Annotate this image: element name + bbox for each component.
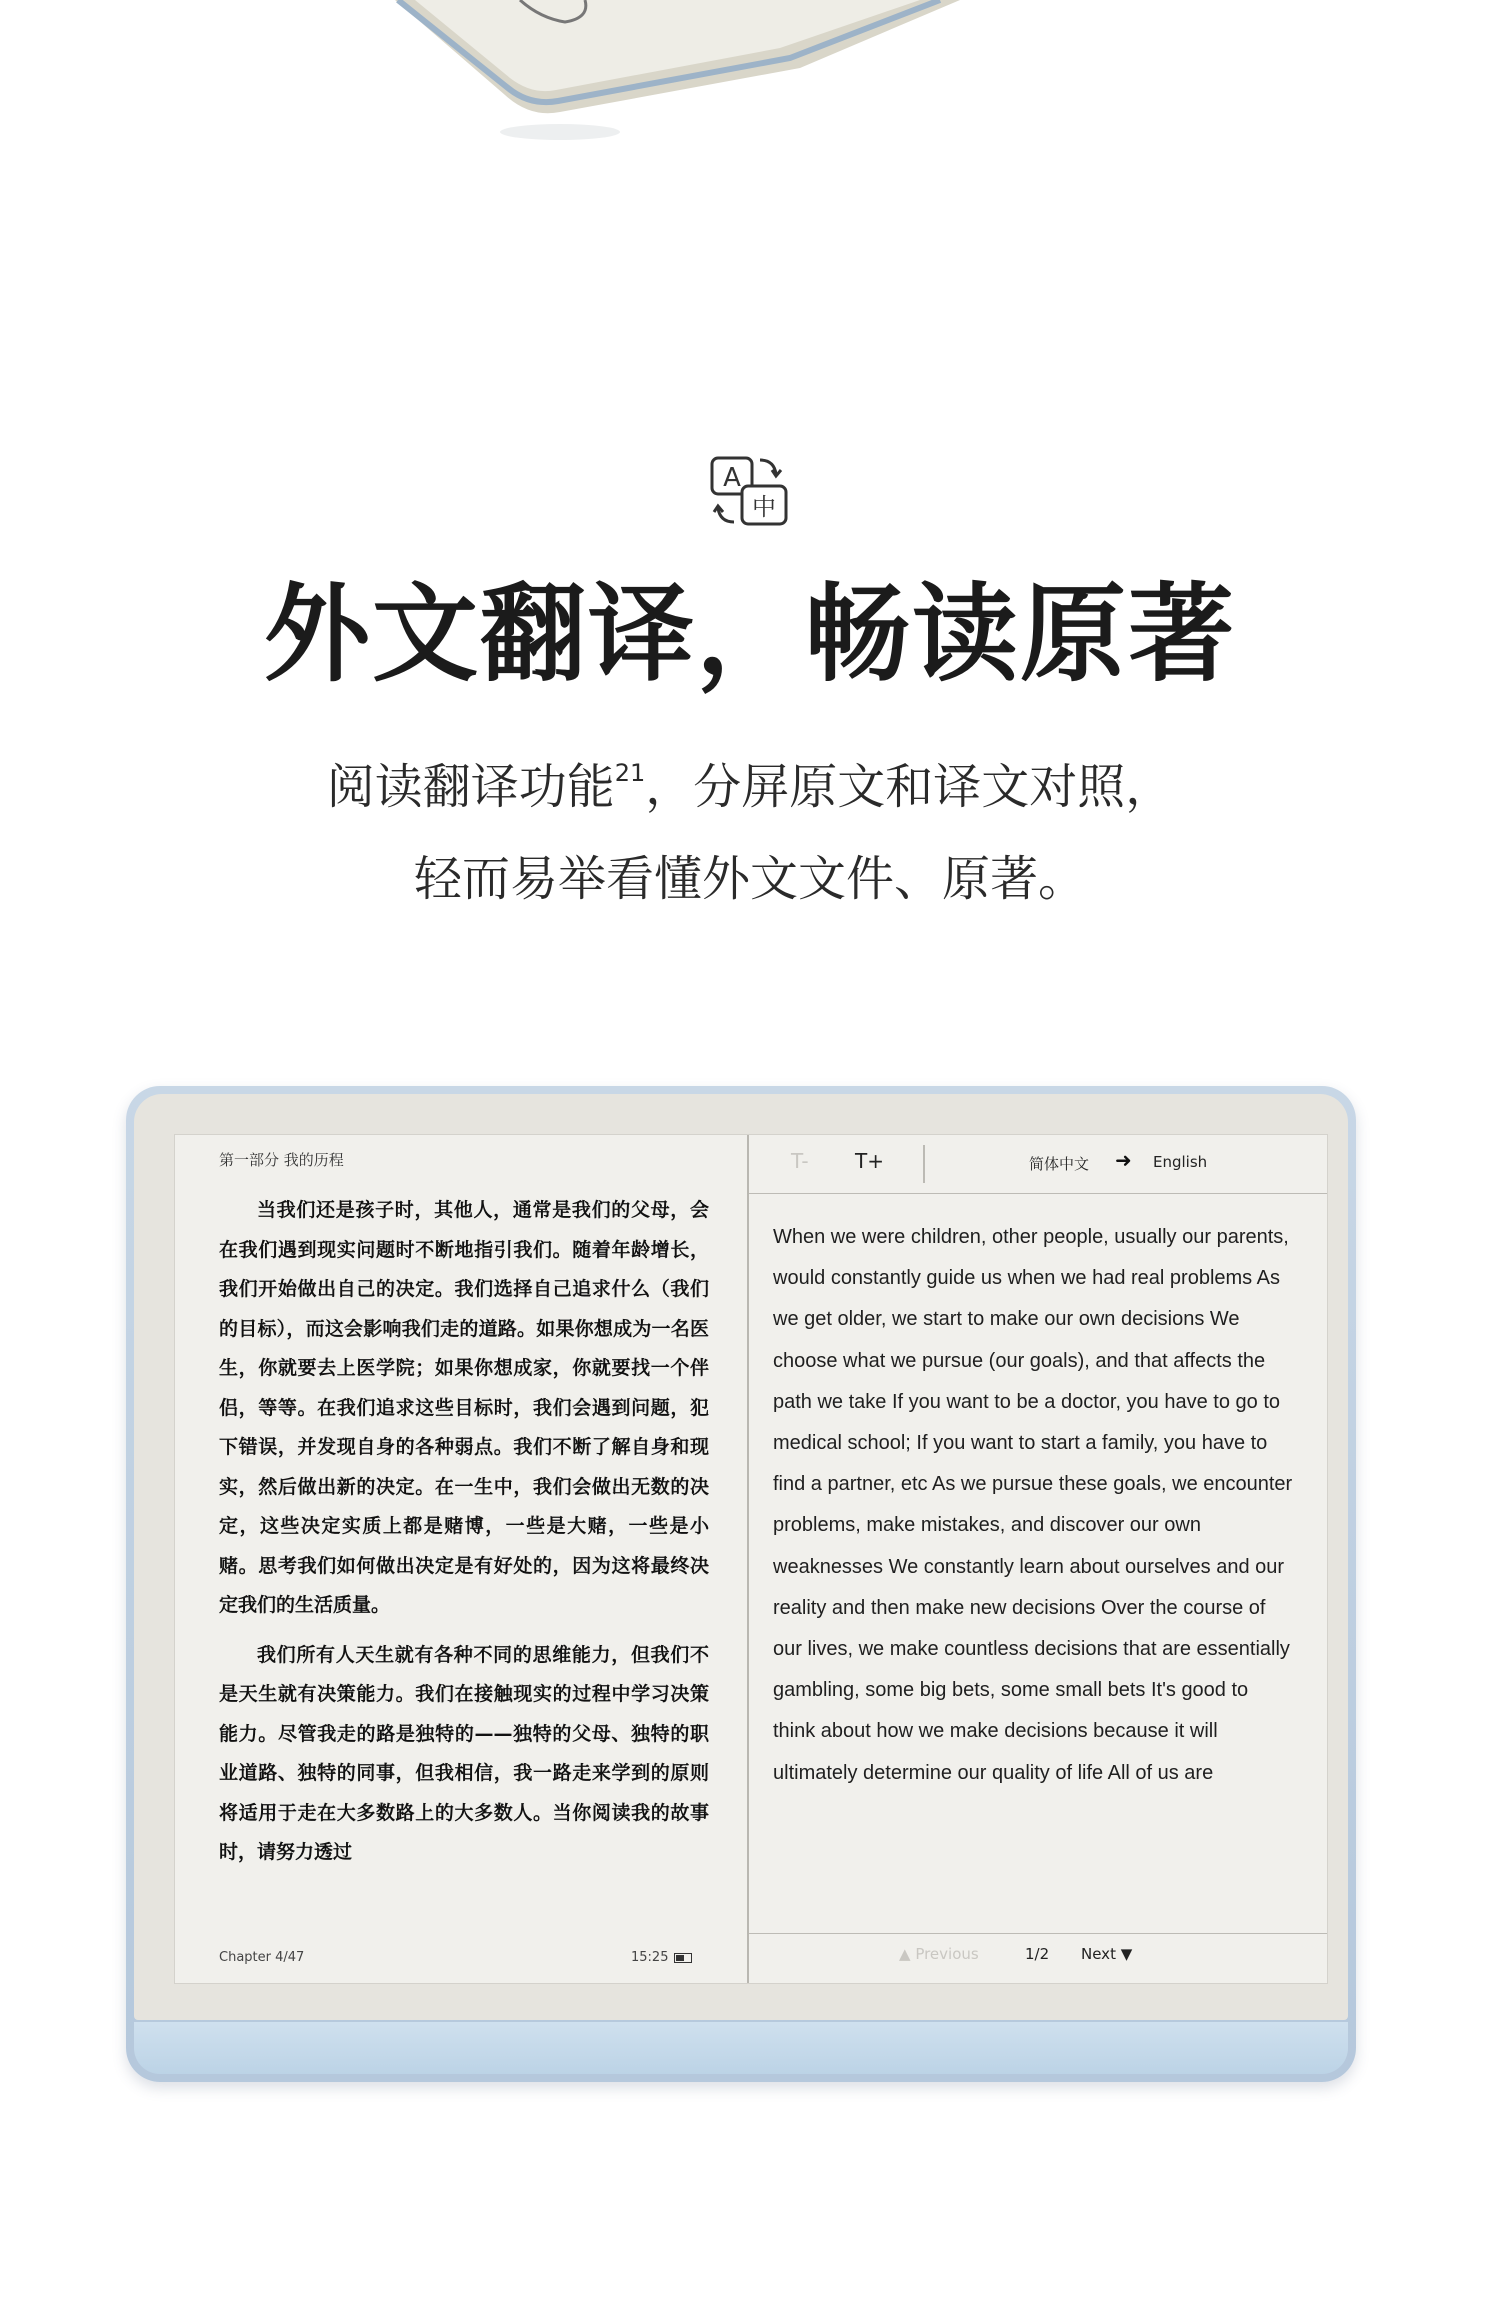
font-increase-button[interactable]: T+ — [855, 1149, 884, 1173]
previous-label: Previous — [915, 1945, 979, 1963]
page-indicator: 1/2 — [1025, 1945, 1050, 1963]
arrow-right-icon: ➜ — [1115, 1148, 1132, 1172]
translate-icon — [706, 452, 794, 532]
svg-text:中: 中 — [752, 493, 776, 521]
next-label: Next — [1081, 1945, 1116, 1963]
original-text-pane[interactable] — [175, 1135, 749, 1983]
next-page-button[interactable] — [1081, 1945, 1132, 1963]
original-paragraph: 我们所有人天生就有各种不同的思维能力，但我们不是天生就有决策能力。我们在接触现实的过程中学习决策能力。尽管我走的路是独特的——独特的父母、独特的职业道路、独特的同事，但我相信，我一路走来学到的原则将适用于走在大多数路上的大多数人。当你阅读我的故事时，请努力透过 — [219, 1643, 709, 1863]
translated-text: When we were children, other people, usually our parents, would constantly guide us when we had real problems As we get older, we start to make our own decisions We choose what we pursue (our goals), and that affects the path we take If you want to be a doctor, you have to go to medical school; If you want to start a family, you have to find a partner, etc As we pursue these goals, we encounter problems, make mistakes, and discover our own weaknesses We constantly learn about ourselves and our reality and then make new decisions Over the course of our lives, we make countless decisions that are essentially gambling, some big bets, some small bets It's good to think about how we make decisions because it will ultimately determine our quality of life All of us are — [773, 1226, 1293, 1784]
svg-text:A: A — [723, 463, 741, 493]
chevron-down-icon: ▼ — [1115, 1945, 1133, 1963]
feature-headline: 外文翻译，畅读原著 — [264, 573, 1236, 696]
original-text-body — [219, 1191, 709, 1883]
chapter-title: 第一部分 我的历程 — [219, 1151, 344, 1169]
footnote-marker: 21 — [614, 759, 646, 787]
previous-page-button[interactable] — [899, 1945, 979, 1963]
top-device-fragment — [0, 0, 1500, 170]
toolbar-divider — [923, 1145, 925, 1183]
status-time — [631, 1950, 692, 1965]
tablet-chin — [134, 2022, 1348, 2074]
feature-description-line-2: 轻而易举看懂外文文件、原著。 — [413, 851, 1086, 907]
feature-description-line-1 — [0, 748, 1500, 817]
desc-line1-head: 阅读翻译功能 — [326, 759, 615, 815]
split-screen-reader — [174, 1134, 1328, 1984]
tablet-device — [126, 1086, 1356, 2082]
source-language[interactable]: 简体中文 — [1029, 1155, 1090, 1173]
chevron-up-icon: ▲ — [899, 1945, 916, 1963]
original-paragraph: 当我们还是孩子时，其他人，通常是我们的父母，会在我们遇到现实问题时不断地指引我们。随着年龄增长，我们开始做出自己的决定。我们选择自己追求什么（我们的目标），而这会影响我们走的道路。如果你想成为一名医生，你就要去上医学院；如果你想成家，你就要找一个伴侣，等等。在我们追求这些目标时，我们会遇到问题，犯下错误，并发现自身的各种弱点。我们不断了解自身和现实，然后做出新的决定。在一生中，我们会做出无数的决定，这些决定实质上都是赌博，一些是大赌，一些是小赌。思考我们如何做出决定是有好处的，因为这将最终决定我们的生活质量。 — [219, 1199, 709, 1616]
clock-text: 15:25 — [631, 1950, 669, 1965]
tablet-bezel — [134, 1094, 1348, 2020]
desc-line1-tail: ，分屏原文和译文对照， — [645, 759, 1174, 815]
font-decrease-button[interactable]: T- — [791, 1149, 809, 1173]
battery-icon — [674, 1953, 692, 1963]
pager-divider — [749, 1933, 1327, 1934]
target-language[interactable]: English — [1153, 1153, 1208, 1171]
translation-toolbar — [749, 1135, 1327, 1194]
chapter-progress: Chapter 4/47 — [219, 1950, 305, 1965]
translation-pane[interactable] — [749, 1135, 1327, 1983]
